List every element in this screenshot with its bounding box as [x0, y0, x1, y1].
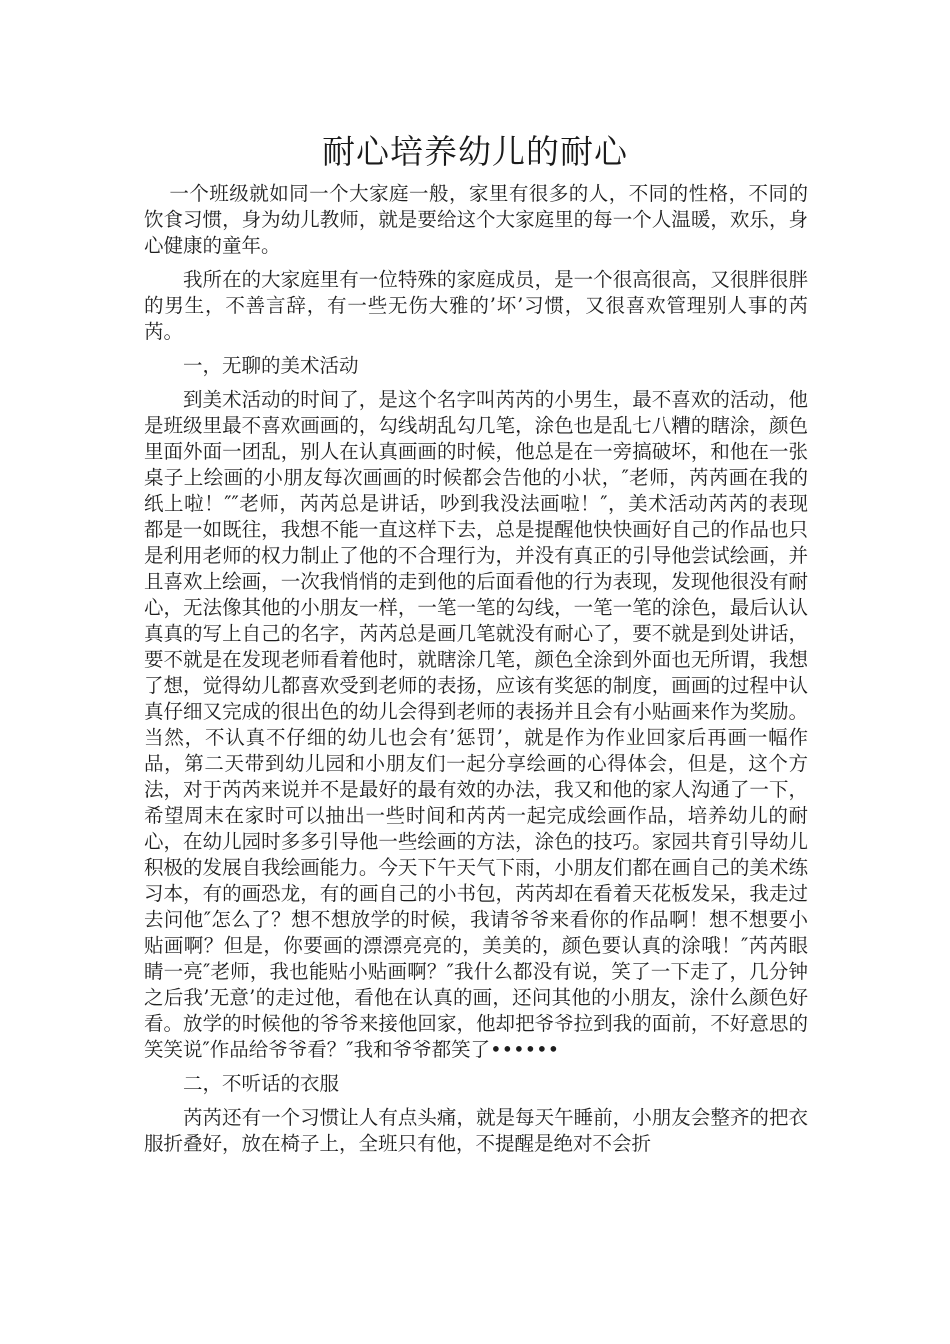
section-heading-art-activity: 一，无聊的美术活动: [183, 354, 359, 377]
section-heading-clothes: 二，不听话的衣服: [183, 1072, 340, 1095]
paragraph-clothes: 芮芮还有一个习惯让人有点头痛，就是每天午睡前，小朋友会整齐的把衣服折叠好，放在椅子上，全班只有他，不提醒是绝对不会折: [144, 1106, 808, 1155]
paragraph-art-activity: 到美术活动的时间了，是这个名字叫芮芮的小男生，最不喜欢的活动，他是班级里最不喜欢画画的，勾线胡乱勾几笔，涂色也是乱七八糟的瞎涂，颜色里面外面一团乱，别人在认真画画的时候，他总是在一旁搞破坏，和他在一张桌子上绘画的小朋友每次画画的时候都会告他的小状，″老师，芮芮画在我的纸上啦！″″老师，芮芮总是讲话，吵到我没法画啦！″，美术活动芮芮的表现都是一如既往，我想不能一直这样下去，总是提醒他快快画好自己的作品也只是利用老师的权力制止了他的不合理行为，并没有真正的引导他尝试绘画，并且喜欢上绘画，一次我悄悄的走到他的后面看他的行为表现，发现他很没有耐心，无法像其他的小朋友一样，一笔一笔的勾线，一笔一笔的涂色，最后认认真真的写上自己的名字，芮芮总是画几笔就没有耐心了，要不就是到处讲话，要不就是在发现老师看着他时，就瞎涂几笔，颜色全涂到外面也无所谓，我想了想，觉得幼儿都喜欢受到老师的表扬，应该有奖惩的制度，画画的过程中认真仔细又完成的很出色的幼儿会得到老师的表扬并且会有小贴画来作为奖励。当然，不认真不仔细的幼儿也会有’惩罚’，就是作为作业回家后再画一幅作品，第二天带到幼儿园和小朋友们一起分享绘画的心得体会，但是，这个方法，对于芮芮来说并不是最好的最有效的办法，我又和他的家人沟通了一下，希望周末在家时可以抽出一些时间和芮芮一起完成绘画作品，培养幼儿的耐心，在幼儿园时多多引导他一些绘画的方法，涂色的技巧。家园共育引导幼儿积极的发展自我绘画能力。今天下午天气下雨，小朋友们都在画自己的美术练习本，有的画恐龙，有的画自己的小书包，芮芮却在看着天花板发呆，我走过去问他″怎么了？想不想放学的时候，我请爷爷来看你的作品啊！想不想要小贴画啊？但是，你要画的漂漂亮亮的，美美的，颜色要认真的涂哦！″芮芮眼睛一亮″老师，我也能贴小贴画啊？″我什么都没有说，笑了一下走了，几分钟之后我’无意’的走过他，看他在认真的画，还问其他的小朋友，涂什么颜色好看。放学的时候他的爷爷来接他回家，他却把爷爷拉到我的面前，不好意思的笑笑说″作品给爷爷看？″我和爷爷都笑了••••••: [144, 388, 808, 1061]
document-title: 耐心培养幼儿的耐心: [322, 132, 628, 171]
paragraph-intro: 一个班级就如同一个大家庭一般，家里有很多的人，不同的性格，不同的饮食习惯，身为幼儿教师，就是要给这个大家庭里的每一个人温暖，欢乐，身心健康的童年。: [144, 182, 808, 257]
document-body: [144, 181, 808, 1165]
paragraph-family-member: 我所在的大家庭里有一位特殊的家庭成员，是一个很高很高，又很胖很胖的男生，不善言辞，有一些无伤大雅的’坏’习惯，又很喜欢管理别人事的芮芮。: [144, 268, 808, 343]
